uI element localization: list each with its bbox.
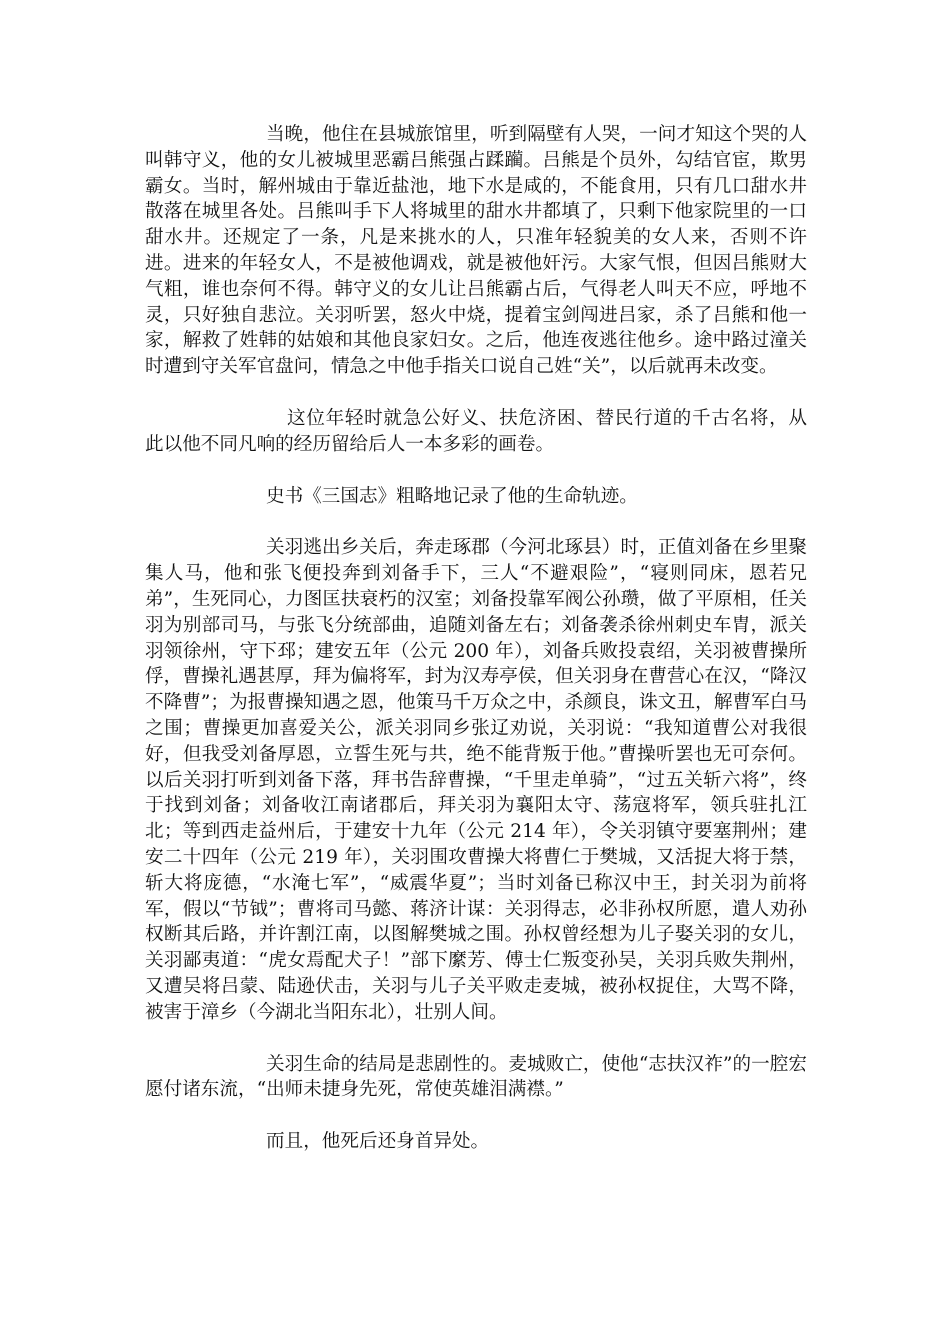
paragraph-sanguozhi: 史书《三国志》粗略地记录了他的生命轨迹。 (266, 485, 638, 507)
paragraph-guan-yu-escape: 当晚，他住在县城旅馆里，听到隔壁有人哭，一问才知这个哭的人叫韩守义，他的女儿被城里恶霸吕熊强占蹂躏。吕熊是个员外，勾结官宦，欺男霸女。当时，解州城由于靠近盐池，地下水是咸的，不能食用，只有几口甜水井散落在城里各处。吕熊叫手下人将城里的甜水井都填了，只剩下他家院里的一口甜水井。还规定了一条，凡是来挑水的人，只准年轻貌美的女人来，否则不许进。进来的年轻女人，不是被他调戏，就是被他奸污。大家气恨，但因吕熊财大气粗，谁也奈何不得。韩守义的女儿让吕熊霸占后，气得老人叫天不应，呼地不灵，只好独自悲泣。关羽听罢，怒火中烧，提着宝剑闯进吕家，杀了吕熊和他一家，解救了姓韩的姑娘和其他良家妇女。之后，他连夜逃往他乡。途中路过潼关时遭到守关军官盘问，情急之中他手指关口说自己姓“关”，以后就再未改变。 (145, 124, 807, 378)
paragraph-legacy: 这位年轻时就急公好义、扶危济困、替民行道的千古名将，从此以他不同凡响的经历留给后人一本多彩的画卷。 (145, 407, 807, 455)
paragraph-beheaded: 而且，他死后还身首异处。 (266, 1131, 490, 1153)
document-body (145, 122, 807, 1155)
paragraph-tragic-end: 关羽生命的结局是悲剧性的。麦城败亡，使他“志扶汉祚”的一腔宏愿付诸东流，“出师未捷身先死，常使英雄泪满襟。” (145, 1053, 807, 1101)
paragraph-life-trajectory: 关羽逃出乡关后，奔走琢郡（今河北琢县）时，正值刘备在乡里聚集人马，他和张飞便投奔到刘备手下，三人“不避艰险”，“寝则同床，恩若兄弟”，生死同心，力图匡扶衰朽的汉室；刘备投靠军阀公孙瓒，做了平原相，任关羽为别部司马，与张飞分统部曲，追随刘备左右；刘备袭杀徐州刺史车胄，派关羽领徐州，守下邳；建安五年（公元 200 年），刘备兵败投袁绍，关羽被曹操所俘，曹操礼遇甚厚，拜为偏将军，封为汉寿亭侯，但关羽身在曹营心在汉，“降汉不降曹”；为报曹操知遇之恩，他策马千万众之中，杀颜良，诛文丑，解曹军白马之围；曹操更加喜爱关公，派关羽同乡张辽劝说，关羽说：“我知道曹公对我很好，但我受刘备厚恩，立誓生死与共，绝不能背叛于他。”曹操听罢也无可奈何。以后关羽打听到刘备下落，拜书告辞曹操，“千里走单骑”，“过五关斩六将”，终于找到刘备；刘备收江南诸郡后，拜关羽为襄阳太守、荡寇将军，领兵驻扎江北；等到西走益州后，于建安十九年（公元 214 年），令关羽镇守要塞荆州；建安二十四年（公元 219 年），关羽围攻曹操大将曹仁于樊城，又活捉大将于禁，斩大将庞德，“水淹七军”，“威震华夏”；当时刘备已称汉中王，封关羽为前将军，假以“节钺”；曹将司马懿、蒋济计谋：关羽得志，必非孙权所愿，遣人劝孙权断其后路，并许割江南，以图解樊城之围。孙权曾经想为儿子娶关羽的女儿，关羽鄙夷道：“虎女焉配犬子！”部下縻芳、傅士仁叛变孙吴，关羽兵败失荆州，又遭吴将吕蒙、陆逊伏击，关羽与儿子关平败走麦城，被孙权捉住，大骂不降，被害于漳乡（今湖北当阳东北），壮别人间。 (145, 537, 807, 1023)
